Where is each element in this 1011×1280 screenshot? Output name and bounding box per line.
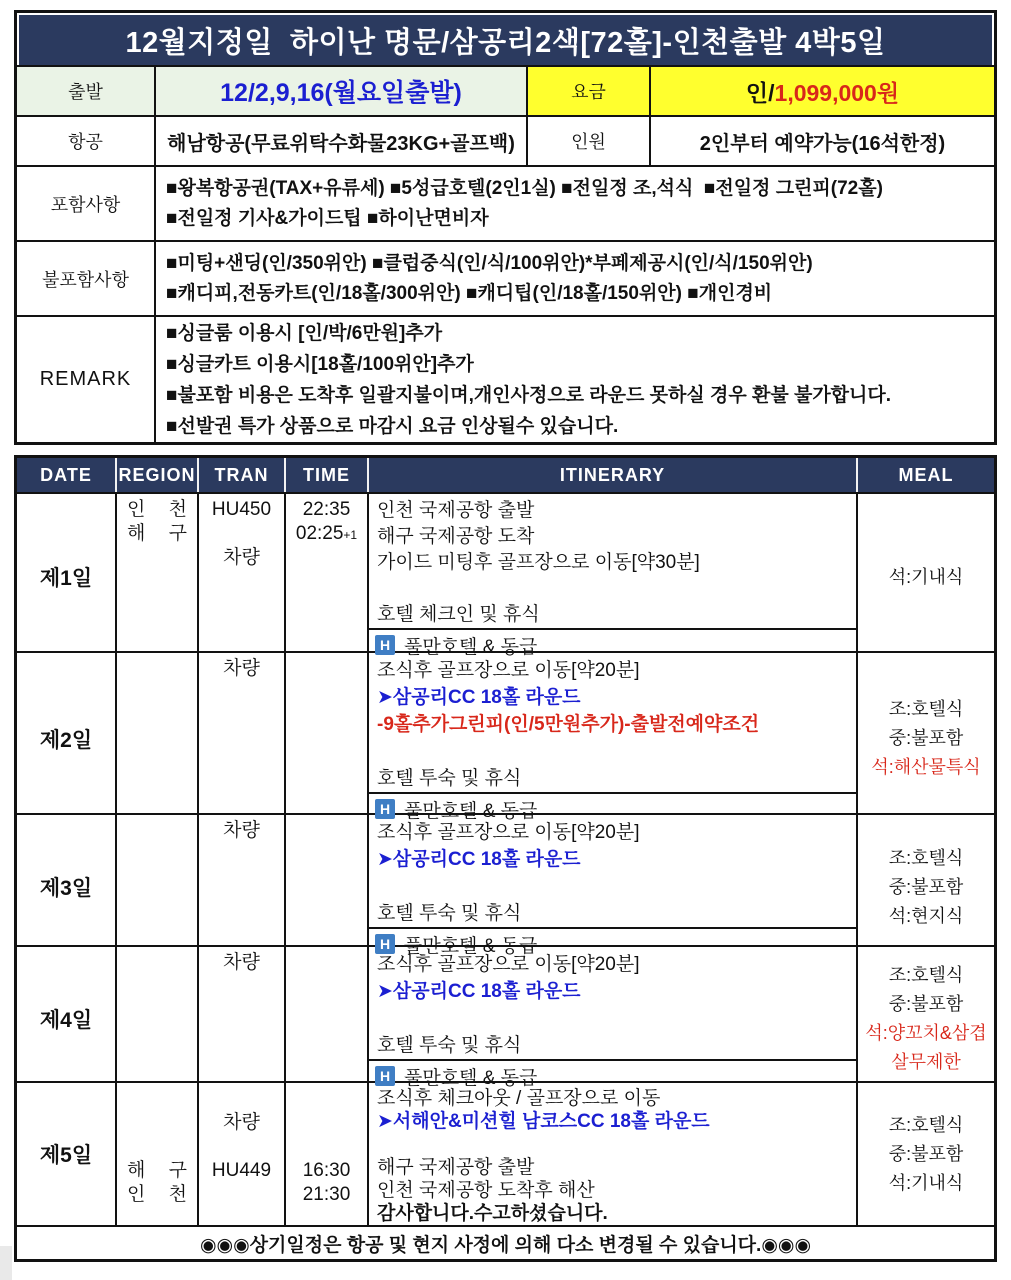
airline-pax-row: [17, 115, 994, 165]
pax-value: 2인부터 예약가능(16석한정): [649, 117, 994, 165]
itinerary-line: 인천 국제공항 출발: [377, 500, 535, 521]
itinerary-lines: [369, 494, 856, 628]
time-cell-line: [286, 1087, 367, 1111]
region-cell-line: 해 구: [127, 1160, 187, 1181]
hotel-icon: H: [375, 799, 395, 819]
itinerary-cell: [367, 653, 856, 824]
tran-cell-line: 차량: [223, 952, 260, 973]
itinerary-line: 감사합니다.수고하셨습니다.: [377, 1203, 608, 1224]
fare-prefix: 인/: [745, 79, 775, 106]
itinerary-line: 조식후 골프장으로 이동[약20분]: [377, 954, 640, 975]
tran-cell-line: 차량: [223, 820, 260, 841]
region-cell-line: [117, 1135, 197, 1159]
hotel-name: 풀만호텔 & 동급: [404, 636, 538, 658]
excluded-line: ■미팅+샌딩(인/350위안) ■클럽중식(인/식/100위안)*부페제공시(인/식/150위안): [166, 252, 813, 274]
day-row: [17, 813, 994, 957]
schedule-footer-note: ◉◉◉상기일정은 항공 및 현지 사정에 의해 다소 변경될 수 있습니다.◉◉◉: [17, 1225, 994, 1259]
departure-dates: 12/2,9,16(월요일출발): [154, 67, 526, 115]
time-cell-line: 21:30: [302, 1184, 351, 1205]
meal-line: 중:불포함: [888, 728, 964, 748]
tran-cell-line: 차량: [223, 658, 260, 679]
meal-line: 조:호텔식: [888, 965, 964, 985]
next-day-indicator: +1: [343, 528, 358, 542]
tran-cell: [197, 494, 284, 660]
time-cell-line: [286, 1135, 367, 1159]
region-cell-line: [117, 1087, 197, 1111]
meal-line: 조:호텔식: [888, 847, 964, 868]
column-header-itinerary: ITINERARY: [367, 458, 856, 492]
meal-line: 중:불포함: [888, 994, 964, 1014]
region-cell-line: 인 천: [127, 1184, 187, 1205]
itinerary-line: 호텔 투숙 및 휴식: [377, 1035, 522, 1056]
remark-lines: [154, 317, 994, 442]
remark-line: ■선발권 특가 상품으로 마감시 요금 인상될수 있습니다.: [166, 415, 619, 437]
itinerary-line: 조식후 체크아웃 / 골프장으로 이동: [377, 1088, 661, 1109]
itinerary-line: 호텔 투숙 및 휴식: [377, 768, 522, 789]
day-label-cell: 제2일: [39, 728, 93, 752]
region-cell-line: 인 천: [127, 499, 187, 520]
golf-round-line: ➤삼공리CC 18홀 라운드: [377, 981, 581, 1002]
day-label-cell: 제5일: [39, 1144, 93, 1167]
remark-line: ■싱글카트 이용시[18홀/100위안]추가: [166, 353, 474, 375]
region-cell-line: [117, 1111, 197, 1135]
time-cell: [284, 1083, 367, 1225]
time-cell: [284, 815, 367, 959]
excluded-lines: [154, 242, 994, 315]
meal-cell: [856, 815, 994, 959]
meal-line: 살무제한: [891, 1052, 961, 1072]
day-row: [17, 651, 994, 822]
day-label-cell: 제3일: [39, 877, 93, 900]
page-title: 12월지정일 하이난 명문/삼공리2색[72홀]-인천출발 4박5일: [19, 15, 992, 65]
excluded-row: [17, 240, 994, 315]
column-header-date: DATE: [40, 464, 92, 485]
remark-row: [17, 315, 994, 442]
hotel-icon: H: [375, 635, 395, 655]
day-row: [17, 1081, 994, 1225]
itinerary-line: [377, 1005, 856, 1032]
schedule-header: [17, 458, 994, 492]
tran-cell-line: HU450: [211, 499, 272, 520]
region-cell: [115, 815, 197, 959]
meal-line: 중:불포함: [888, 876, 964, 897]
itinerary-cell: [367, 1083, 856, 1225]
itinerary-line: 조식후 골프장으로 이동[약20분]: [377, 660, 640, 681]
included-label: 포함사항: [50, 194, 121, 215]
column-header-region: REGION: [115, 458, 197, 492]
hotel-name: 풀만호텔 & 동급: [404, 800, 538, 822]
itinerary-line: 가이드 미팅후 골프장으로 이동[약30분]: [377, 552, 700, 573]
tran-cell-line: [199, 1087, 284, 1111]
pax-label: 인원: [526, 117, 649, 165]
fare-label: 요금: [526, 67, 649, 115]
golf-round-line: ➤삼공리CC 18홀 라운드: [377, 687, 581, 708]
page-edge-shadow: [0, 1246, 12, 1280]
meal-line: 조:호텔식: [888, 1114, 964, 1135]
hotel-icon: H: [375, 934, 395, 954]
departure-label: 출발: [17, 67, 154, 115]
itinerary-line: 호텔 체크인 및 휴식: [377, 604, 540, 625]
hotel-icon: H: [375, 1066, 395, 1086]
time-cell-line: 02:25+1: [295, 523, 358, 544]
fare-amount: 1,099,000원: [774, 79, 900, 106]
departure-fare-row: [17, 65, 994, 115]
region-cell-line: 해 구: [127, 523, 187, 544]
time-cell: [284, 653, 367, 824]
region-cell: [115, 653, 197, 824]
meal-cell: [856, 1083, 994, 1225]
itinerary-lines: [369, 947, 856, 1059]
tran-cell-line: [199, 522, 284, 546]
meal-line: 석:기내식: [888, 566, 964, 587]
meal-line: 중:불포함: [888, 1143, 964, 1164]
airline-value: 해남항공(무료위탁수화물23KG+골프백): [154, 117, 526, 165]
time-cell: [284, 494, 367, 660]
airline-label: 항공: [68, 132, 103, 152]
region-cell: [115, 947, 197, 1091]
meal-cell: [856, 653, 994, 824]
itinerary-line: -9홀추가그린피(인/5만원추가)-출발전예약조건: [377, 714, 760, 735]
column-header-meal: MEAL: [856, 458, 994, 492]
tran-cell: [197, 1083, 284, 1225]
meal-line: 조:호텔식: [888, 699, 964, 719]
region-cell: [115, 494, 197, 660]
day-label-cell: 제4일: [39, 1009, 93, 1032]
time-cell-line: [286, 1111, 367, 1135]
day-row: [17, 945, 994, 1089]
included-line: ■왕복항공권(TAX+유류세) ■5성급호텔(2인1실) ■전일정 조,석식 ■전일정 그린피(72홀): [166, 177, 883, 199]
tran-cell-line: HU449: [211, 1160, 272, 1181]
included-row: [17, 165, 994, 240]
itinerary-cell: [367, 947, 856, 1091]
meal-line: 석:기내식: [888, 1172, 964, 1193]
tran-cell-line: 차량: [223, 547, 260, 568]
itinerary-line: [377, 738, 856, 765]
meal-cell: [856, 947, 994, 1091]
time-cell-line: 22:35: [302, 499, 351, 520]
excluded-line: ■캐디피,전동카트(인/18홀/300위안) ■캐디팁(인/18홀/150위안) ■개인경비: [166, 282, 773, 304]
itinerary-lines: [369, 815, 856, 927]
golf-round-line: ➤삼공리CC 18홀 라운드: [377, 849, 581, 870]
itinerary-line: [377, 576, 856, 602]
hotel-name: 풀만호텔 & 동급: [404, 1067, 538, 1089]
meal-cell: [856, 494, 994, 660]
time-cell: [284, 947, 367, 1091]
hotel-name: 풀만호텔 & 동급: [404, 935, 538, 957]
package-info-table: [14, 10, 997, 445]
fare-value: [649, 67, 994, 115]
tran-cell: [197, 815, 284, 959]
region-cell: [115, 1083, 197, 1225]
column-header-time: TIME: [284, 458, 367, 492]
excluded-label: 불포함사항: [42, 269, 129, 290]
time-cell-line: 16:30: [302, 1160, 351, 1181]
remark-line: ■싱글룸 이용시 [인/박/6만원]추가: [166, 322, 443, 344]
itinerary-line: 호텔 투숙 및 휴식: [377, 903, 522, 924]
meal-line: 석:해산물특식: [871, 757, 981, 777]
remark-line: ■불포함 비용은 도착후 일괄지불이며,개인사정으로 라운드 못하실 경우 환불 불가합니다.: [166, 384, 892, 406]
schedule-table: [14, 455, 997, 1262]
schedule-body: [17, 492, 994, 1225]
itinerary-line: 해구 국제공항 도착: [377, 526, 535, 547]
itinerary-line: [377, 1133, 856, 1156]
meal-line: 석:양꼬치&삼겹: [865, 1023, 987, 1043]
day-label-cell: 제1일: [39, 567, 93, 590]
itinerary-lines: [369, 653, 856, 792]
itinerary-cell: [367, 494, 856, 660]
remark-label: REMARK: [39, 368, 132, 390]
included-line: ■전일정 기사&가이드팁 ■하이난면비자: [166, 207, 489, 229]
tran-cell: [197, 947, 284, 1091]
included-lines: [154, 167, 994, 240]
itinerary-line: 인천 국제공항 도착후 해산: [377, 1180, 595, 1201]
column-header-tran: TRAN: [197, 458, 284, 492]
itinerary-cell: [367, 815, 856, 959]
tran-cell-line: [199, 1135, 284, 1159]
golf-round-line: ➤서해안&미션힐 남코스CC 18홀 라운드: [377, 1111, 710, 1132]
tran-cell-line: 차량: [223, 1112, 260, 1133]
itinerary-line: [377, 873, 856, 900]
itinerary-lines: [369, 1083, 856, 1225]
tran-cell: [197, 653, 284, 824]
meal-line: 석:현지식: [888, 905, 964, 926]
day-row: [17, 492, 994, 658]
itinerary-line: 해구 국제공항 출발: [377, 1157, 535, 1178]
itinerary-line: 조식후 골프장으로 이동[약20분]: [377, 822, 640, 843]
